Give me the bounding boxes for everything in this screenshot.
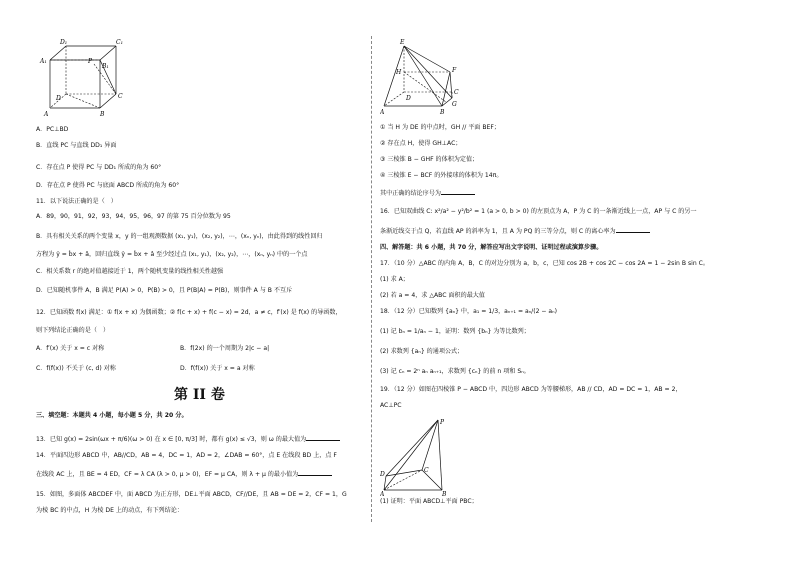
q12-stem: 12．已知函数 f(x) 满足：① f(x + x) 为偶函数；② f(c + x) + f(c − x) = 2d，a ≠ c，f′(x) 是 f(x) 的导函数， [36,309,342,316]
cube-figure [36,36,146,120]
q11-stem: 11．以下说法正确的是（ ） [36,198,117,205]
q16-text: 条渐近线交于点 Q，若直线 AP 的斜率为 1，且 A 为 PQ 的三等分点，则 C 的离心率为 [380,228,616,235]
q16 [380,226,650,236]
q10-option-a: A．PC⊥BD [36,126,69,133]
q15-statement-4: ④ 三棱锥 E − BCF 的外接球的体积为 14π。 [380,172,503,179]
column-divider [371,36,372,522]
label-D1: D₁ [60,39,68,46]
label-B: B [440,109,445,114]
label-C: C [118,93,123,100]
label-A1: A₁ [40,58,47,65]
q15-line-1: 15．如图，多面体 ABCDEF 中，面 ABCD 为正方形，DE⊥平面 ABCD，CF//DE，且 AB = DE = 2，CF = 1，G [36,491,347,498]
q15-prompt [380,188,475,198]
q18-part-2: (2) 求数列 {aₙ} 的通项公式； [380,348,464,355]
pyramid-figure [380,416,460,496]
q14-answer-blank [298,469,332,476]
q14-line-1: 14．平面四边形 ABCD 中，AB//CD，AB = 4，DC = 1，AD = 2，∠DAB = 60°，点 E 在线段 BD 上，点 F [36,452,337,459]
q11-option-b-cont: 方程为 ŷ = b̂x + â，回归直线 ŷ = b̂x + â 至少经过点 (x₁, y₁)，(x₂, y₂)，⋯，(xₙ, yₙ) 中的一个点 [36,251,308,258]
label-G: G [452,101,457,108]
q18-part-1: (1) 记 bₙ = 1/aₙ − 1，证明：数列 {bₙ} 为等比数列； [380,328,530,335]
label-A: A [380,491,385,496]
label-B1: B₁ [102,63,109,70]
label-H: H [396,69,402,76]
q11-option-c: C．相关系数 r 的绝对值越接近于 1，两个随机变量的线性相关性越强 [36,268,224,275]
q14 [36,469,332,479]
label-A: A [44,111,49,118]
label-E: E [400,39,405,46]
label-D: D [406,95,411,102]
part-title: 第 II 卷 [174,387,225,403]
q15-line-2: 为棱 BC 的中点，H 为棱 DE 上的动点，有下列结论： [36,507,183,514]
q14-text: 在线段 AC 上，且 BE = 4 ED，CF = λ CA (λ > 0, μ > 0)，EF = μ CA，则 λ + μ 的最小值为 [36,471,299,478]
label-D: D [56,95,61,102]
q15-statement-3: ③ 三棱锥 B − GHF 的体积为定值； [380,156,479,163]
label-C1: C₁ [116,39,123,46]
polyhedron-figure [380,36,480,114]
q15-answer-blank [441,188,475,195]
label-P: P [88,58,93,65]
q12-option-c: C．f(f(x)) 不关于 (c, d) 对称 [36,365,116,372]
q10-option-c: C．存在点 P 使得 PC 与 DD₁ 所成的角为 60° [36,164,162,171]
q17-part-2: (2) 若 a = 4，求 △ABC 面积的最大值 [380,292,485,299]
q10-option-b: B．直线 PC 与直线 DD₁ 异面 [36,142,117,149]
q12-option-b: B．f(2x) 的一个周期为 2|c − a| [180,345,270,352]
q11-option-d: D．已知随机事件 A，B 满足 P(A) > 0，P(B) > 0，且 P(B|A) = P(B)，则事件 A 与 B 不互斥 [36,287,293,294]
q19-stem: 19．（12 分）如图在四棱锥 P − ABCD 中，四边形 ABCD 为等腰梯形，AB // CD，AD = DC = 1，AB = 2， [380,386,682,393]
q17-stem: 17．（10 分）△ABC 的内角 A，B，C 的对边分别为 a，b，c，已知 cos 2B + cos 2C − cos 2A = 1 − 2sin B sin C。 [380,260,709,267]
q10-option-d: D．存在点 P 使得 PC 与底面 ABCD 所成的角为 60° [36,182,180,189]
q15-prompt-text: 其中正确的结论序号为 [380,190,441,197]
q18-stem: 18．（12 分）已知数列 {aₙ} 中，a₁ = 1/3，aₙ₊₁ = aₙ/(2 − aₙ) [380,308,557,315]
q17-part-1: (1) 求 A； [380,276,409,283]
label-F: F [452,67,457,74]
q15-statement-2: ② 存在点 H，使得 GH⊥AC； [380,140,462,147]
label-B: B [442,491,447,496]
q13-text: 13．已知 g(x) = 2sin(ωx + π/6)(ω > 0) 在 x ∈ [0, π/3] 时，都有 g(x) ≤ √3，则 ω 的最大值为 [36,436,307,443]
q11-option-a: A．89，90，91，92，93，94，95，96，97 的第 75 百分位数为 95 [36,213,231,220]
q13 [36,434,340,444]
label-P: P [440,419,445,426]
q12-option-d: D．f(f(x)) 关于 x = a 对称 [180,365,255,372]
q12-stem-cont: 则下列结论正确的是（ ） [36,327,110,334]
q15-statement-1: ① 当 H 为 DE 的中点时，GH // 平面 BEF； [380,124,500,131]
q18-part-3: (3) 记 cₙ = 2ⁿ aₙ aₙ₊₁，求数列 {cₙ} 的前 n 项和 Sₙ。 [380,368,530,375]
label-B: B [100,111,105,118]
label-C: C [424,467,429,474]
q16-line-1: 16．已知双曲线 C: x²/a² − y²/b² = 1 (a > 0, b > 0) 的左顶点为 A，P 为 C 的一条渐近线上一点，AP 与 C 的另一 [380,208,697,215]
label-A: A [380,109,385,114]
section-4-header: 四、解答题：共 6 小题，共 70 分，解答应写出文字说明、证明过程或演算步骤。 [380,244,603,251]
q13-answer-blank [306,434,340,441]
label-D: D [380,471,385,478]
q12-option-a: A．f′(x) 关于 x = c 对称 [36,345,105,352]
section-3-header: 三、填空题：本题共 4 小题，每小题 5 分，共 20 分。 [36,412,188,419]
q19-part-1: (1) 证明：平面 ABCD⊥平面 PBC； [380,498,478,505]
label-C: C [454,89,459,96]
q19-stem-cont: AC⊥PC [380,402,402,409]
q16-answer-blank [616,226,650,233]
q11-option-b: B．具有相关关系的两个变量 x，y 的一组观测数据 (x₁, y₁)，(x₂, y₂)，⋯，(xₙ, yₙ)，由此得到的线性回归 [36,233,323,240]
